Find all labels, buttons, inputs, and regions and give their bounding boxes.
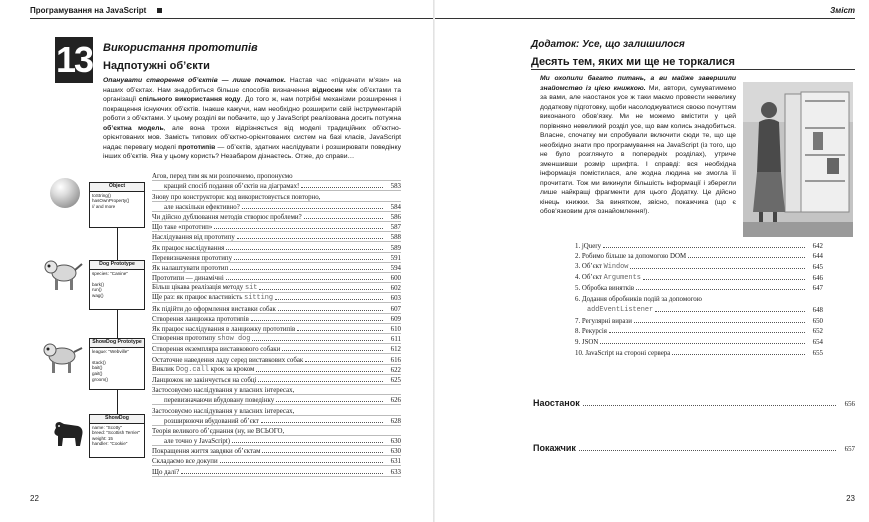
- toc-entry-title: Застосовуємо наслідування у власних інтересах,: [152, 387, 295, 395]
- toc-entry-title: Створення ланцюжка прототипів: [152, 315, 249, 323]
- toc-entry-page: 583: [390, 183, 401, 191]
- leader-dots: [305, 361, 383, 362]
- class-member: name: "Scotty": [92, 424, 123, 430]
- toc-entry-title: [575, 274, 641, 282]
- toc-entry-title: Як працює наслідування: [152, 244, 225, 252]
- toc-entry-title: 8. Рекурсія: [575, 328, 607, 336]
- toc-entry-page: 616: [390, 356, 401, 364]
- leader-dots: [600, 343, 805, 344]
- page-number-right: 23: [846, 494, 855, 503]
- dog-prototype-box: [89, 260, 145, 310]
- leader-dots: [230, 269, 383, 270]
- toc-entry-title: [575, 263, 628, 271]
- toc-entry[interactable]: [575, 271, 823, 282]
- dog-prototype-title: Dog Prototype: [90, 261, 144, 270]
- intro-text: між об’єктами та організації: [103, 86, 402, 103]
- toc-entry-page: 652: [812, 328, 823, 336]
- toc-text-part: Ще раз: як працює властивість: [152, 294, 245, 302]
- class-member: species: "Canine": [92, 270, 128, 276]
- vintage-refrigerator-photo: [743, 82, 853, 237]
- toc-entry-page: 650: [812, 317, 823, 325]
- toc-entry[interactable]: [152, 395, 401, 405]
- leader-dots: [603, 247, 805, 248]
- leader-dots: [688, 257, 805, 258]
- leader-dots: [636, 289, 805, 290]
- object-box-title: Object: [90, 183, 144, 192]
- leader-dots: [278, 310, 383, 311]
- toc-entry-title: Теорія великого об’єднання (ну, не ВСЬОГО,: [152, 427, 285, 435]
- intro-text: Ми, автори, сумуватимемо за вами, але наостанок усе ж таки маємо провести невелику додаткову підготовку, щоби насолоджуватися своєю почуттям виконаного обов’язку. Ми не можемо вмістити у цей порівняно невеликий розділ усе, що вам колись знадобиться. Власне, спочатку ми спробували включити сюди те, що ще необхідно знати про програмування на JavaScript (із того, що не було розглянуто в попередніх розділах), утриче зменшивши розмір шрифта. І справді: вся необхідна інформація помістилася, але жодна людина не змогла її прочитати. Тож ми викинули більшість інформації і зберегли лише найкращі фрагменти для цього Додатку. Це дійсно кінець книжки. За винятком, звісно, покажчика (що є обов’язковим для ознайомлення!).: [540, 84, 736, 215]
- leader-dots: [262, 452, 383, 453]
- toc-entry-title: 7. Регулярні вирази: [575, 317, 632, 325]
- toc-entry-page: 587: [390, 224, 401, 232]
- toc-entry-title: Знову про конструктори: код використовується повторно,: [152, 193, 321, 201]
- toc-entry-title: 6. Додання обробників подій за допомогою: [575, 296, 702, 304]
- showdog-body: [90, 424, 144, 448]
- toc-entry-title: розширюючи вбудований об’єкт: [164, 417, 259, 425]
- object-sphere-image: [50, 178, 80, 208]
- leader-dots: [242, 208, 383, 209]
- toc-entry[interactable]: [152, 283, 401, 293]
- showdog-prototype-title: ShowDog Prototype: [90, 339, 144, 348]
- toc-code-term: Dog.call: [175, 365, 209, 374]
- toc-entry[interactable]: [152, 212, 401, 222]
- toc-entry[interactable]: [575, 325, 823, 336]
- leader-dots: [226, 249, 383, 250]
- leader-dots: [583, 405, 836, 406]
- toc-entry[interactable]: [152, 232, 401, 242]
- toc-entry[interactable]: [575, 335, 823, 346]
- toc-entry-title: Прототипи — динамічні: [152, 275, 224, 283]
- toc-entry-title: Що далі?: [152, 468, 180, 476]
- inheritance-arrow: [117, 390, 118, 414]
- toc-entry[interactable]: [152, 446, 401, 456]
- index-label: Покажчик: [533, 443, 576, 453]
- toc-entry-page: 630: [390, 438, 401, 446]
- toc-entry-page: 584: [390, 203, 401, 211]
- appendix-subtitle: Десять тем, яких ми ще не торкалися: [531, 56, 735, 68]
- toc-entry-title: [152, 294, 273, 302]
- toc-entry[interactable]: [575, 250, 823, 261]
- running-head-right: Зміст: [830, 6, 855, 15]
- toc-entry-title: Застосовуємо наслідування у власних інтересах,: [152, 407, 295, 415]
- toc-text-part: 3. Об’єкт: [575, 263, 604, 271]
- toc-entry-page: 607: [390, 305, 401, 313]
- toc-entry-page: 654: [812, 338, 823, 346]
- toc-entry-title: Ланцюжок не закінчується на собці: [152, 376, 257, 384]
- toc-entry[interactable]: [152, 334, 401, 344]
- intro-text: Настав час «підкачати м’язи» на наших об’єктах. Нам знадобиться більше способів визначення: [103, 77, 401, 94]
- toc-entry-page: 600: [390, 275, 401, 283]
- toc-entry[interactable]: [152, 426, 401, 436]
- leader-dots: [630, 268, 805, 269]
- toc-entry-title: [152, 284, 257, 292]
- toc-entry-page: 602: [390, 285, 401, 293]
- toc-entry[interactable]: [152, 344, 401, 354]
- leader-dots: [256, 371, 383, 372]
- leader-dots: [643, 279, 805, 280]
- leader-dots: [579, 450, 836, 451]
- leader-dots: [301, 187, 383, 188]
- dog-prototype-body: [90, 270, 144, 300]
- leader-dots: [655, 311, 805, 312]
- toc-entry-page: 648: [812, 306, 823, 314]
- leader-dots: [282, 350, 383, 351]
- class-member: breed: "Scottish Terrier": [92, 430, 141, 436]
- intro-bold: об’єктна модель: [103, 124, 164, 132]
- inheritance-arrow: [117, 310, 118, 338]
- toc-entry-title: але наскільки ефективно?: [164, 203, 240, 211]
- showdog-prototype-body: [90, 348, 144, 384]
- toc-entry-title: Створення екземпляра виставкового собаки: [152, 346, 281, 354]
- toc-code-term: Window: [603, 263, 629, 272]
- toc-entry-page: 588: [390, 234, 401, 242]
- toc-entry[interactable]: [152, 253, 401, 263]
- toc-entry[interactable]: [152, 263, 401, 273]
- toc-code-term: show dog: [217, 335, 251, 344]
- toc-entry[interactable]: [152, 273, 401, 283]
- toc-entry-page: 625: [390, 376, 401, 384]
- toc-entry-page: 609: [390, 315, 401, 323]
- toc-entry-title: [152, 366, 254, 374]
- toc-entry-title: Складаємо все докупи: [152, 458, 218, 466]
- toc-entry[interactable]: [152, 436, 401, 446]
- toc-entry[interactable]: [152, 416, 401, 426]
- terrier-dog-image: [50, 418, 86, 450]
- toc-entry[interactable]: [152, 354, 401, 364]
- toc-entry[interactable]: [152, 324, 401, 334]
- toc-entry-title: кращий спосіб подання об’єктів на діаграмах!: [164, 183, 300, 191]
- chapter-title: Використання прототипів: [103, 42, 258, 54]
- toc-entry-title: [587, 306, 653, 314]
- toc-entry-title: Перевизначення прототипу: [152, 254, 233, 262]
- toc-text-part: Більш цікава реалізація методу: [152, 284, 245, 292]
- toc-entry-title: 9. JSON: [575, 338, 599, 346]
- toc-text-part: Виклик: [152, 365, 176, 373]
- appendix-intro: [540, 74, 736, 217]
- toc-entry[interactable]: [152, 303, 401, 313]
- leader-dots: [634, 322, 805, 323]
- class-member: bait(): [92, 365, 103, 371]
- toc-entry-page: 628: [390, 417, 401, 425]
- appendix-title: Додаток: Усе, що залишилося: [531, 39, 685, 50]
- toc-entry-page: 633: [390, 468, 401, 476]
- showdog-box: [89, 414, 145, 458]
- toc-entry-page: 610: [390, 326, 401, 333]
- chapter-subtitle: Надпотужні об’єкти: [103, 60, 210, 72]
- final-section-entry: [533, 398, 855, 408]
- showdog-prototype-box: [89, 338, 145, 390]
- toc-entry[interactable]: [152, 466, 401, 476]
- leader-dots: [226, 279, 383, 280]
- leader-dots: [304, 218, 383, 219]
- toc-entry[interactable]: [575, 346, 823, 357]
- leader-dots: [609, 332, 805, 333]
- appendix-toc: [575, 239, 823, 357]
- toc-entry-page: 645: [812, 264, 823, 272]
- toc-entry-title: але точно у JavaScript): [164, 438, 231, 446]
- class-member: stack(): [92, 359, 106, 365]
- toc-entry[interactable]: [152, 202, 401, 212]
- leader-dots: [251, 320, 383, 321]
- running-head-square: [157, 8, 162, 13]
- chapter-intro: [103, 76, 401, 162]
- leader-dots: [275, 299, 383, 300]
- chapter-number: 13: [55, 37, 93, 83]
- running-head-rule: [30, 18, 434, 19]
- toc-entry-page: 626: [390, 397, 401, 405]
- intro-lead: Опанувати створення об’єктів — лише початок.: [103, 77, 286, 84]
- class-member: handler: "Cookie": [92, 441, 128, 447]
- class-member: groom(): [92, 376, 109, 382]
- chapter-toc: [152, 171, 401, 477]
- running-head-left: Програмування на JavaScript: [30, 6, 147, 15]
- object-box: [89, 182, 145, 228]
- showdog-title: ShowDog: [90, 415, 144, 424]
- intro-bold: спільного використання коду: [138, 96, 241, 103]
- intro-bold: відносин: [312, 86, 343, 94]
- final-page: 656: [844, 401, 855, 408]
- class-member: run(): [92, 287, 102, 293]
- toc-entry-page: 647: [812, 285, 823, 293]
- leader-dots: [234, 259, 383, 260]
- toc-entry-page: 642: [812, 242, 823, 250]
- leader-dots: [252, 340, 383, 341]
- toc-text-part: 4. Об’єкт: [575, 273, 604, 281]
- leader-dots: [259, 289, 383, 290]
- toc-entry[interactable]: [575, 260, 823, 271]
- class-member: // and more: [92, 203, 116, 209]
- page-number-left: 22: [30, 494, 39, 503]
- toc-entry-title: перевизначаючи вбудовану поведінку: [164, 397, 275, 405]
- class-member: hasOwnProperty(): [92, 198, 130, 204]
- class-member: gait(): [92, 370, 103, 376]
- toc-entry-title: 10. JavaScript на стороні сервера: [575, 349, 671, 357]
- toc-entry-title: Як підійти до оформлення виставки собак: [152, 305, 276, 313]
- toc-code-term: sitting: [244, 294, 274, 303]
- toc-entry-page: 630: [390, 448, 401, 456]
- final-label: Наостанок: [533, 398, 580, 408]
- intro-bold: прототипів: [178, 143, 216, 151]
- toc-entry-page: 646: [812, 274, 823, 282]
- toc-entry-page: 589: [390, 244, 401, 252]
- toc-entry-page: 655: [812, 349, 823, 357]
- toc-entry-page: 631: [390, 458, 401, 466]
- toc-entry-title: 1. jQuery: [575, 242, 602, 250]
- class-member: wag(): [92, 292, 104, 298]
- index-section-entry: [533, 443, 855, 453]
- class-member: bark(): [92, 281, 104, 287]
- toc-entry[interactable]: [575, 303, 823, 314]
- leader-dots: [232, 442, 383, 443]
- intro-lead: Ми охопили багато питань, а ви майже завершили знайомство із цією книжкою.: [540, 75, 736, 92]
- toc-entry-title: 5. Обробка винятків: [575, 285, 635, 293]
- toc-entry-title: [152, 335, 250, 343]
- intro-text: , але вона трохи відрізняється від моделі традиційних об’єктно-орієнтованих мов. Замість типових об’єктно-орієнтованих систем на базі класів, JavaScript надає перевагу моделі: [103, 124, 402, 151]
- toc-entry[interactable]: [152, 385, 401, 395]
- leader-dots: [261, 422, 383, 423]
- running-head-rule: [435, 18, 855, 19]
- toc-entry-page: 586: [390, 213, 401, 221]
- toc-entry[interactable]: [152, 293, 401, 303]
- toc-entry-title: Що таке «прототип»: [152, 224, 213, 232]
- class-member: league: "Webville": [92, 348, 129, 354]
- toc-entry[interactable]: [152, 171, 401, 181]
- toc-entry-page: 591: [390, 254, 401, 262]
- robot-dog-image: [42, 340, 84, 374]
- inheritance-arrow: [117, 228, 118, 260]
- toc-entry[interactable]: [152, 222, 401, 232]
- toc-entry[interactable]: [575, 282, 823, 293]
- toc-entry-title: Чи дійсно дублювання методів створює проблеми?: [152, 213, 302, 221]
- leader-dots: [181, 473, 383, 474]
- class-member: weight: 15: [92, 435, 113, 441]
- intro-text: — об’єктів, здатних наслідувати і розширювати поведінку інших об’єктів. Яка у цьому користь? Незабаром дізнаєтесь. Отже, до справи…: [103, 143, 401, 160]
- toc-entry-title: Агов, перед тим як ми розпочнемо, пропонуємо: [152, 173, 293, 181]
- toc-entry-title: Остаточне наведення ладу серед виставкових собак: [152, 356, 304, 364]
- class-member: toString(): [92, 192, 111, 198]
- toc-text-part: Створення прототипу: [152, 335, 218, 343]
- toc-entry-page: 611: [390, 336, 401, 344]
- toc-entry[interactable]: [575, 314, 823, 325]
- subtitle-rule: [531, 69, 855, 70]
- leader-dots: [276, 401, 383, 402]
- left-page: [0, 0, 434, 522]
- right-page: [435, 0, 869, 522]
- toc-entry-title: Як налаштувати прототип: [152, 264, 229, 272]
- toc-entry[interactable]: [152, 314, 401, 324]
- toc-code-term: addEventListener: [587, 305, 654, 314]
- toc-entry-title: Як працює наслідування в ланцюжку прототипів: [152, 326, 296, 333]
- toc-code-term: sit: [244, 284, 258, 293]
- robot-dog-image: [42, 258, 84, 292]
- toc-entry-page: 603: [390, 295, 401, 303]
- leader-dots: [258, 381, 383, 382]
- toc-text-part: крок за кроком: [208, 365, 255, 373]
- toc-entry[interactable]: [575, 239, 823, 250]
- toc-entry[interactable]: [152, 191, 401, 201]
- toc-entry[interactable]: [152, 242, 401, 252]
- toc-entry-title: Покращення життя завдяки об’єктам: [152, 448, 261, 456]
- toc-entry-title: 2. Робимо більше за допомогою DOM: [575, 253, 687, 261]
- toc-entry[interactable]: [152, 375, 401, 385]
- toc-entry-page: 612: [390, 346, 401, 354]
- toc-entry-page: 622: [390, 366, 401, 374]
- index-page: 657: [844, 446, 855, 453]
- leader-dots: [214, 228, 383, 229]
- toc-code-term: Arguments: [603, 273, 641, 282]
- toc-entry[interactable]: [152, 181, 401, 191]
- leader-dots: [237, 238, 383, 239]
- toc-entry-page: 644: [812, 253, 823, 261]
- toc-entry[interactable]: [575, 292, 823, 303]
- leader-dots: [297, 330, 383, 331]
- leader-dots: [220, 462, 383, 463]
- toc-entry-page: 594: [390, 264, 401, 272]
- toc-entry[interactable]: [152, 405, 401, 415]
- toc-entry[interactable]: [152, 456, 401, 466]
- toc-entry-title: Наслідування від прототипу: [152, 234, 235, 242]
- object-box-body: [90, 192, 144, 211]
- toc-entry[interactable]: [152, 365, 401, 375]
- intro-text: . До того ж, нам потрібні механізми розширення і покращення існуючих об’єктів. Інакше кажучи, нам необхідно розширити свій інструментарій роботи з об’єктами. У цьому розділі ви побачите, що у JavaScript реалізована досить потужна: [103, 96, 401, 122]
- leader-dots: [672, 354, 805, 355]
